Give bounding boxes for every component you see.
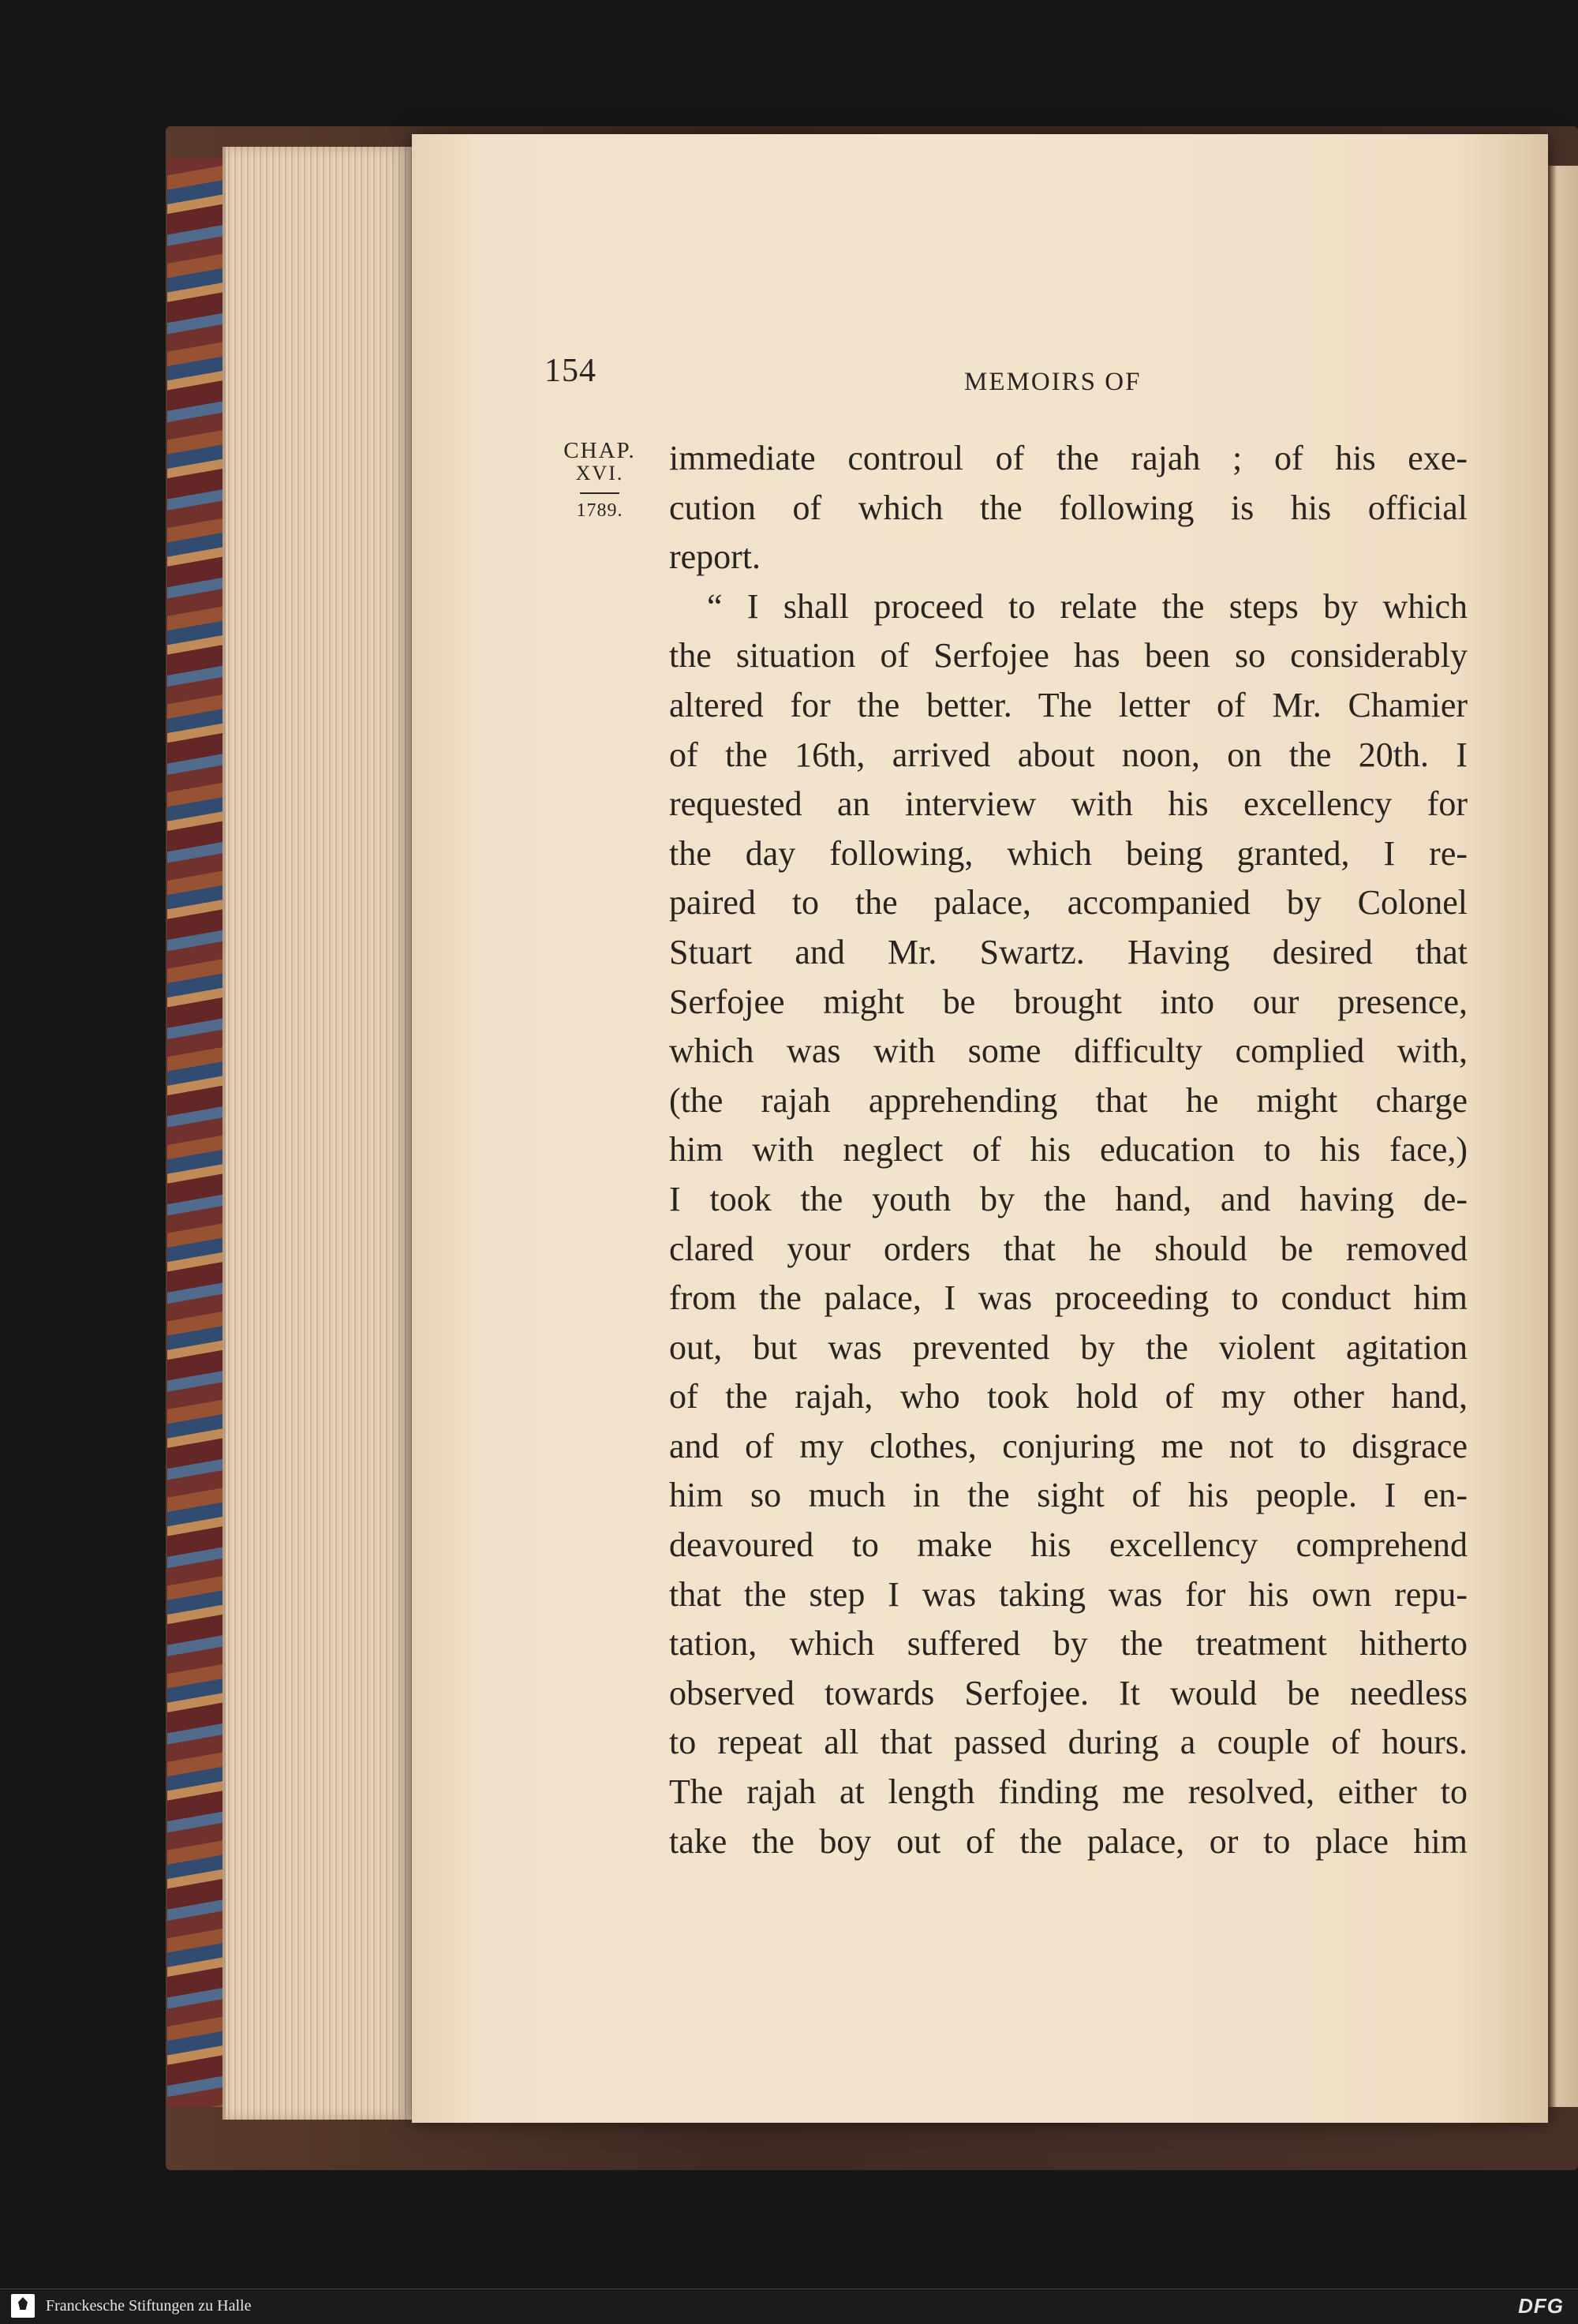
text-line: “ I shall proceed to relate the steps by which xyxy=(707,586,1468,626)
text-line: immediate controul of the rajah ; of his exe- xyxy=(669,439,1468,477)
text-line: cution of which the following is his official xyxy=(669,488,1468,527)
text-line: of the rajah, who took hold of my other hand, xyxy=(669,1377,1468,1416)
chapter-label: CHAP. xyxy=(563,438,636,463)
running-title: MEMOIRS OF xyxy=(964,368,1142,396)
body-text xyxy=(669,434,1468,1866)
text-line: Stuart and Mr. Swartz. Having desired that xyxy=(669,932,1468,971)
text-line: Serfojee might be brought into our presence, xyxy=(669,982,1468,1021)
margin-year: 1789. xyxy=(576,500,623,521)
text-line: altered for the better. The letter of Mr. Chamier xyxy=(669,685,1468,724)
facing-page-edge xyxy=(1548,166,1578,2107)
text-line: that the step I was taking was for his own repu- xyxy=(669,1574,1468,1614)
text-line: observed towards Serfojee. It would be needless xyxy=(669,1673,1468,1712)
chapter-number: XVI. xyxy=(575,462,624,485)
text-line: clared your orders that he should be removed xyxy=(669,1229,1468,1268)
text-line: out, but was prevented by the violent agitation xyxy=(669,1327,1468,1367)
page-edges-stack xyxy=(222,147,415,2120)
text-line: tation, which suffered by the treatment hitherto xyxy=(669,1624,1468,1663)
text-line: of the 16th, arrived about noon, on the 20th. I xyxy=(669,735,1468,774)
margin-note xyxy=(557,439,642,522)
institution-name: Franckesche Stiftungen zu Halle xyxy=(46,2297,252,2315)
institution-logo-icon xyxy=(11,2294,35,2318)
text-line: paired to the palace, accompanied by Colonel xyxy=(669,883,1468,922)
text-line: (the rajah apprehending that he might charge xyxy=(669,1080,1468,1120)
text-line: him with neglect of his education to his face,) xyxy=(669,1130,1468,1169)
viewer-footer xyxy=(0,2288,1578,2324)
text-line: take the boy out of the palace, or to place him xyxy=(669,1821,1468,1861)
text-line: I took the youth by the hand, and having de- xyxy=(669,1179,1468,1218)
text-line: the day following, which being granted, I re- xyxy=(669,833,1468,873)
text-line: him so much in the sight of his people. I en- xyxy=(669,1476,1468,1515)
text-line: the situation of Serfojee has been so considerably xyxy=(669,636,1468,675)
text-line: requested an interview with his excellency for xyxy=(669,784,1468,824)
text-line: which was with some difficulty complied with, xyxy=(669,1031,1468,1071)
text-line: and of my clothes, conjuring me not to disgrace xyxy=(669,1426,1468,1465)
text-line: report. xyxy=(669,537,761,577)
margin-rule xyxy=(580,492,619,494)
dfg-logo: DFG xyxy=(1518,2294,1564,2318)
text-line: to repeat all that passed during a couple of hours. xyxy=(669,1723,1468,1762)
text-line: from the palace, I was proceeding to conduct him xyxy=(669,1278,1468,1318)
text-line: The rajah at length finding me resolved, either to xyxy=(669,1772,1468,1812)
page-number: 154 xyxy=(544,353,596,389)
marbled-board-edge xyxy=(167,158,222,2107)
text-line: deavoured to make his excellency comprehend xyxy=(669,1525,1468,1565)
